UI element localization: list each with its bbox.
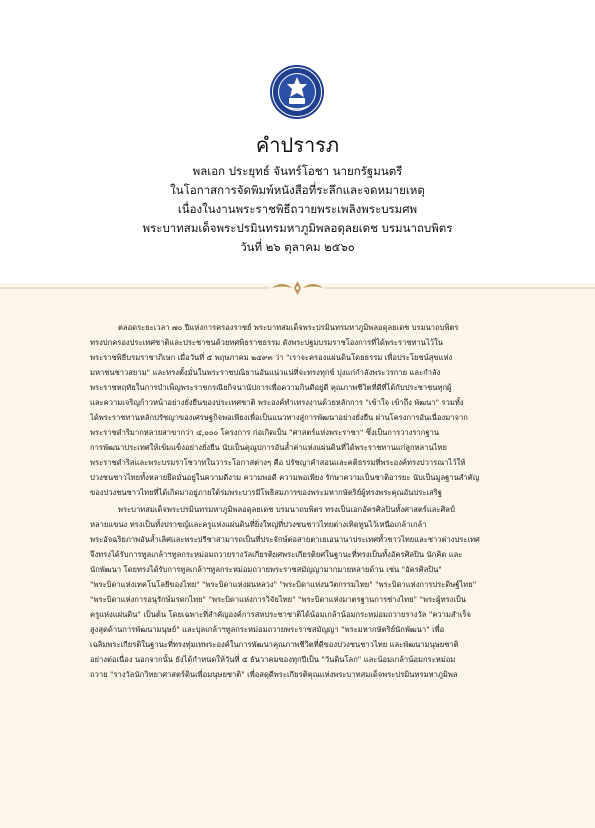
section-divider [0,280,595,296]
body-line: มหาชนชาวสยาม" และทรงตั้งมั่นในพระราชปณิธานอันแน่วแน่ที่จะทรงทุกข์ บุ่งแก่กำลังพระวรกาย และกำลัง [90,368,441,377]
body-line: หลายแขนง ทรงเป็นทั้งปราชญ์และครูแห่งแผ่นดินที่ยิ่งใหญ่ที่ปวงชนชาวไทยต่างเทิดทูนไว้เหนือเกล้าเกล้า [90,520,427,529]
subtitle-line: วันที่ ๒๖ ตุลาคม ๒๕๖๐ [240,240,355,254]
page-title: คำปรารภ [255,133,340,157]
body-line: ได้พระราชทานหลักปรัชญาของเศรษฐกิจพอเพียงเพื่อเป็นแนวทางสู่การพัฒนาอย่างยั่งยืน ผ่านโครงการอันเนื่องมาจาก [90,413,468,422]
body-line: พระราชพิธีบรมราชาภิเษก เมื่อวันที่ ๕ พฤษภาคม ๒๔๙๓ ว่า "เราจะครองแผ่นดินโดยธรรม เพื่อประโยชน์สุขแห่ง [90,353,453,362]
body-line: พระราชหฤทัยในการบำเพ็ญพระราชกรณียกิจนานัปการเพื่อความกินดีอยู่ดี คุณภาพชีวิตที่ดีที่ได้กับประชาชนทุกผู้ [90,383,452,392]
subtitle-line: พลเอก ประยุทธ์ จันทร์โอชา นายกรัฐมนตรี [192,164,403,178]
body-line: การพัฒนาประเทศให้เข้มแข็งอย่างยั่งยืน นับเป็นคุณูปการอันล้ำค่าแห่งแผ่นดินที่ได้พระราชทานแก่ลูกหลานไทย [90,443,447,452]
body-line: สูงสุดด้านการพัฒนามนุษย์" และบุลเกล้าฯทูลกระหม่อมถวายพระราชสมัญญา "พระมหากษัตริย์นักพัฒนา" เพื่อ [90,625,445,634]
body-line: อย่างต่อเนื่อง นอกจากนั้น ยังได้กำหนดให้วันที่ ๕ ธันวาคมของทุกปีเป็น "วันดินโลก" และน้อมเกล้าน้อมกระหม่อม [90,655,456,664]
floral-ornament-icon [272,281,323,295]
body-line: ตลอดระยะเวลา ๗๐ ปีแห่งการครองราชย์ พระบาทสมเด็จพระปรมินทรมหาภูมิพลอดุลยเดช บรมนาถบพิตร [118,323,459,332]
body-line: ทรงปกครองประเทศชาติและประชาชนด้วยทศพิธราชธรรม ดังพระปฐมบรมราชโองการที่ได้พระราชทานไว้ใน [90,338,443,347]
body-line: และความเจริญก้าวหน้าอย่างยั่งยืนของประเทศชาติ พระองค์ทำเทรงงานด้วยหลักการ "เข้าใจ เข้าถึง พัฒนา" รวมทั้ง [90,398,464,407]
body-line: พระอัจฉริยภาพอันล้ำเลิศและพระปรีชาสามารถเป็นที่ประจักษ์ต่อสายตาเยเอนานาประเทศทั้วชาวไทยและชาวต่างประเทศ [90,535,480,544]
body-line: ถวาย "รางวัลนักวิทยาศาสตร์ดินเพื่อมนุษยชาติ" เพื่อสดุดีพระเกียรติคุณแห่งพระบาทสมเด็จพระปรมินทรมหาภูมิพล [90,670,458,679]
royal-thai-government-emblem-icon [269,64,325,120]
subtitle-line: ในโอกาสการจัดพิมพ์หนังสือที่ระลึกและจดหมายเหตุ [170,183,425,197]
body-line: ครูแห่งแผ่นดิน" เป็นต้น โดยเฉพาะที่สำคัญองค์การสหประชาชาติได้น้อมเกล้าน้อมกระหม่อมถวายรางวัล "ความสำเร็จ [90,610,471,619]
body-line: "พระบิดาแห่งการอนุรักษ์มรดกไทย" "พระบิดาแห่งการวิจัยไทย" "พระบิดาแห่งมาตรฐานการช่างไทย" "พระผู้ทรงเป็น [90,595,466,604]
body-line: พระราชดำริมากหลายสาขากว่า ๔,๐๐๐ โครงการ ก่อเกิดเป็น "ศาสตร์แห่งพระราชา" ซึ่งเป็นการวางรากฐาน [90,428,440,437]
body-line: "พระบิดาแห่งเทคโนโลยีของไทย" "พระบิดาแห่งฝนหลวง" "พระบิดาแห่งนวัตกรรมไทย" "พระบิดาแห่งการประดิษฐ์ไทย" [90,580,477,589]
body-line: นักพัฒนา โดยทรงได้รับการทูลเกล้าฯทูลกระหม่อมถวายพระราชสมัญญามากมายหลายด้าน เช่น "อัครศิลปิน" [90,565,442,574]
body-line: ของปวงชนชาวไทยที่ได้เกิดมาอยู่ภายใต้ร่มพระบารมีโพธิสมภารของพระมหากษัตริย์ผู้ทรงพระคุณอันประเสริฐ [90,488,442,497]
subtitle-line: พระบาทสมเด็จพระปรมินทรมหาภูมิพลอดุลยเดช บรมนาถบพิตร [142,221,453,235]
body-line: จึงทรงได้รับการทูลเกล้าฯทูลกระหม่อมถวายรางวัลเกียรติยศพระเกียรติยศในฐานะที่ทรงเป็นทั้งอัครศิลปิน นักคิด และ [90,550,463,559]
body-line: ปวงชนชาวไทยทั้งหลายยึดมั่นอยู่ในความดีงาม ความพอดี ความพอเพียง รักษาความเป็นชาติอารยะ นับเป็นมูลฐานสำคัญ [90,473,480,482]
body-line: เฉลิมพระเกียรติในฐานะที่ทรงทุ่มเทพระองค์ในการพัฒนาคุณภาพชีวิตที่ดีของปวงชนชาวไทย และพัฒนามนุษยชาติ [90,640,459,649]
body-line: พระราชดำริสและพระบรมราโชวาทในวาระโอกาสต่างๆ คือ ปรัชญาคำสอนและคติธรรมที่พระองค์ทรงปวารณาไว้ให้ [90,458,466,467]
subtitle-line: เนื่องในงานพระราชพิธีถวายพระเพลิงพระบรมศพ [177,202,418,216]
body-line: พระบาทสมเด็จพระปรมินทรมหาภูมิพลอดุลยเดช บรมนาถบพิตร ทรงเป็นเอกอัครศิลปินทั้งศาสตร์และศิลป์ [118,505,455,514]
